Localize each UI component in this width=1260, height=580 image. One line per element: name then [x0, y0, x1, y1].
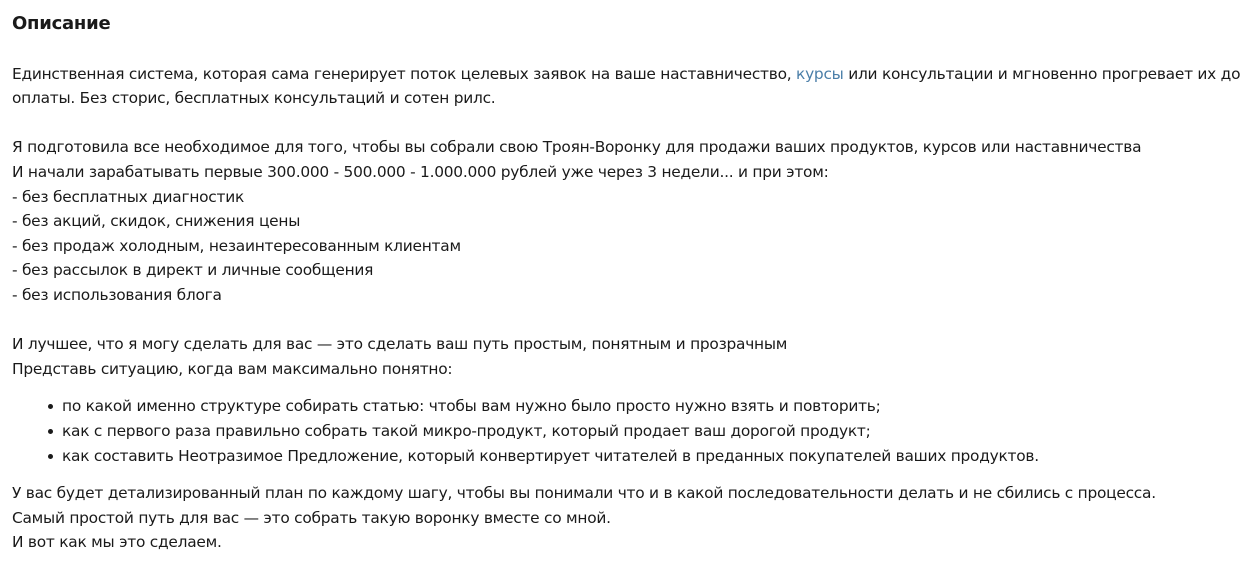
intro-line-2: оплаты. Без сторис, бесплатных консультаций и сотен рилс. — [12, 89, 496, 108]
intro-text-before-link: Единственная система, которая сама генерирует поток целевых заявок на ваше наставничество, — [12, 64, 797, 83]
spacer — [12, 111, 1260, 136]
bullet-list-item: как с первого раза правильно собрать такой микро-продукт, который продает ваш дорогой продукт; — [62, 419, 1260, 444]
spacer — [12, 468, 1260, 481]
bullet-list-item: как составить Неотразимое Предложение, который конвертирует читателей в преданных покупателей ваших продуктов. — [62, 444, 1260, 469]
courses-link[interactable]: курсы — [796, 64, 844, 83]
intro-line-1 — [12, 62, 1260, 87]
dash-list-item: - без рассылок в директ и личные сообщения — [12, 261, 374, 280]
intro-text-after-link: или консультации и мгновенно прогревает их до — [843, 64, 1241, 83]
paragraph-line: И вот как мы это сделаем. — [12, 533, 222, 552]
dash-list-item: - без бесплатных диагностик — [12, 187, 245, 206]
paragraph-line: И лучшее, что я могу сделать для вас — это сделать ваш путь простым, понятным и прозрачным — [12, 335, 788, 354]
paragraph-line: Я подготовила все необходимое для того, чтобы вы собрали свою Троян-Воронку для продажи ваших продуктов, курсов или наставничества — [12, 138, 1142, 157]
spacer — [12, 37, 1260, 62]
dash-list-item: - без использования блога — [12, 285, 222, 304]
section-title: Описание — [12, 13, 111, 34]
paragraph-line: Самый простой путь для вас — это собрать такую воронку вместе со мной. — [12, 508, 611, 527]
dash-list-item: - без акций, скидок, снижения цены — [12, 212, 301, 231]
paragraph-line: Представь ситуацию, когда вам максимально понятно: — [12, 359, 453, 378]
bullet-list-item: по какой именно структуре собирать статью: чтобы вам нужно было просто нужно взять и повторить; — [62, 394, 1260, 419]
dash-list-item: - без продаж холодным, незаинтересованным клиентам — [12, 236, 461, 255]
spacer — [12, 381, 1260, 394]
paragraph-line: И начали зарабатывать первые 300.000 - 500.000 - 1.000.000 рублей уже через 3 недели... и при этом: — [12, 162, 829, 181]
paragraph-line: У вас будет детализированный план по каждому шагу, чтобы вы понимали что и в какой последовательности делать и не сбились с процесса. — [12, 484, 1156, 503]
bullet-list — [12, 394, 1260, 468]
spacer — [12, 308, 1260, 333]
